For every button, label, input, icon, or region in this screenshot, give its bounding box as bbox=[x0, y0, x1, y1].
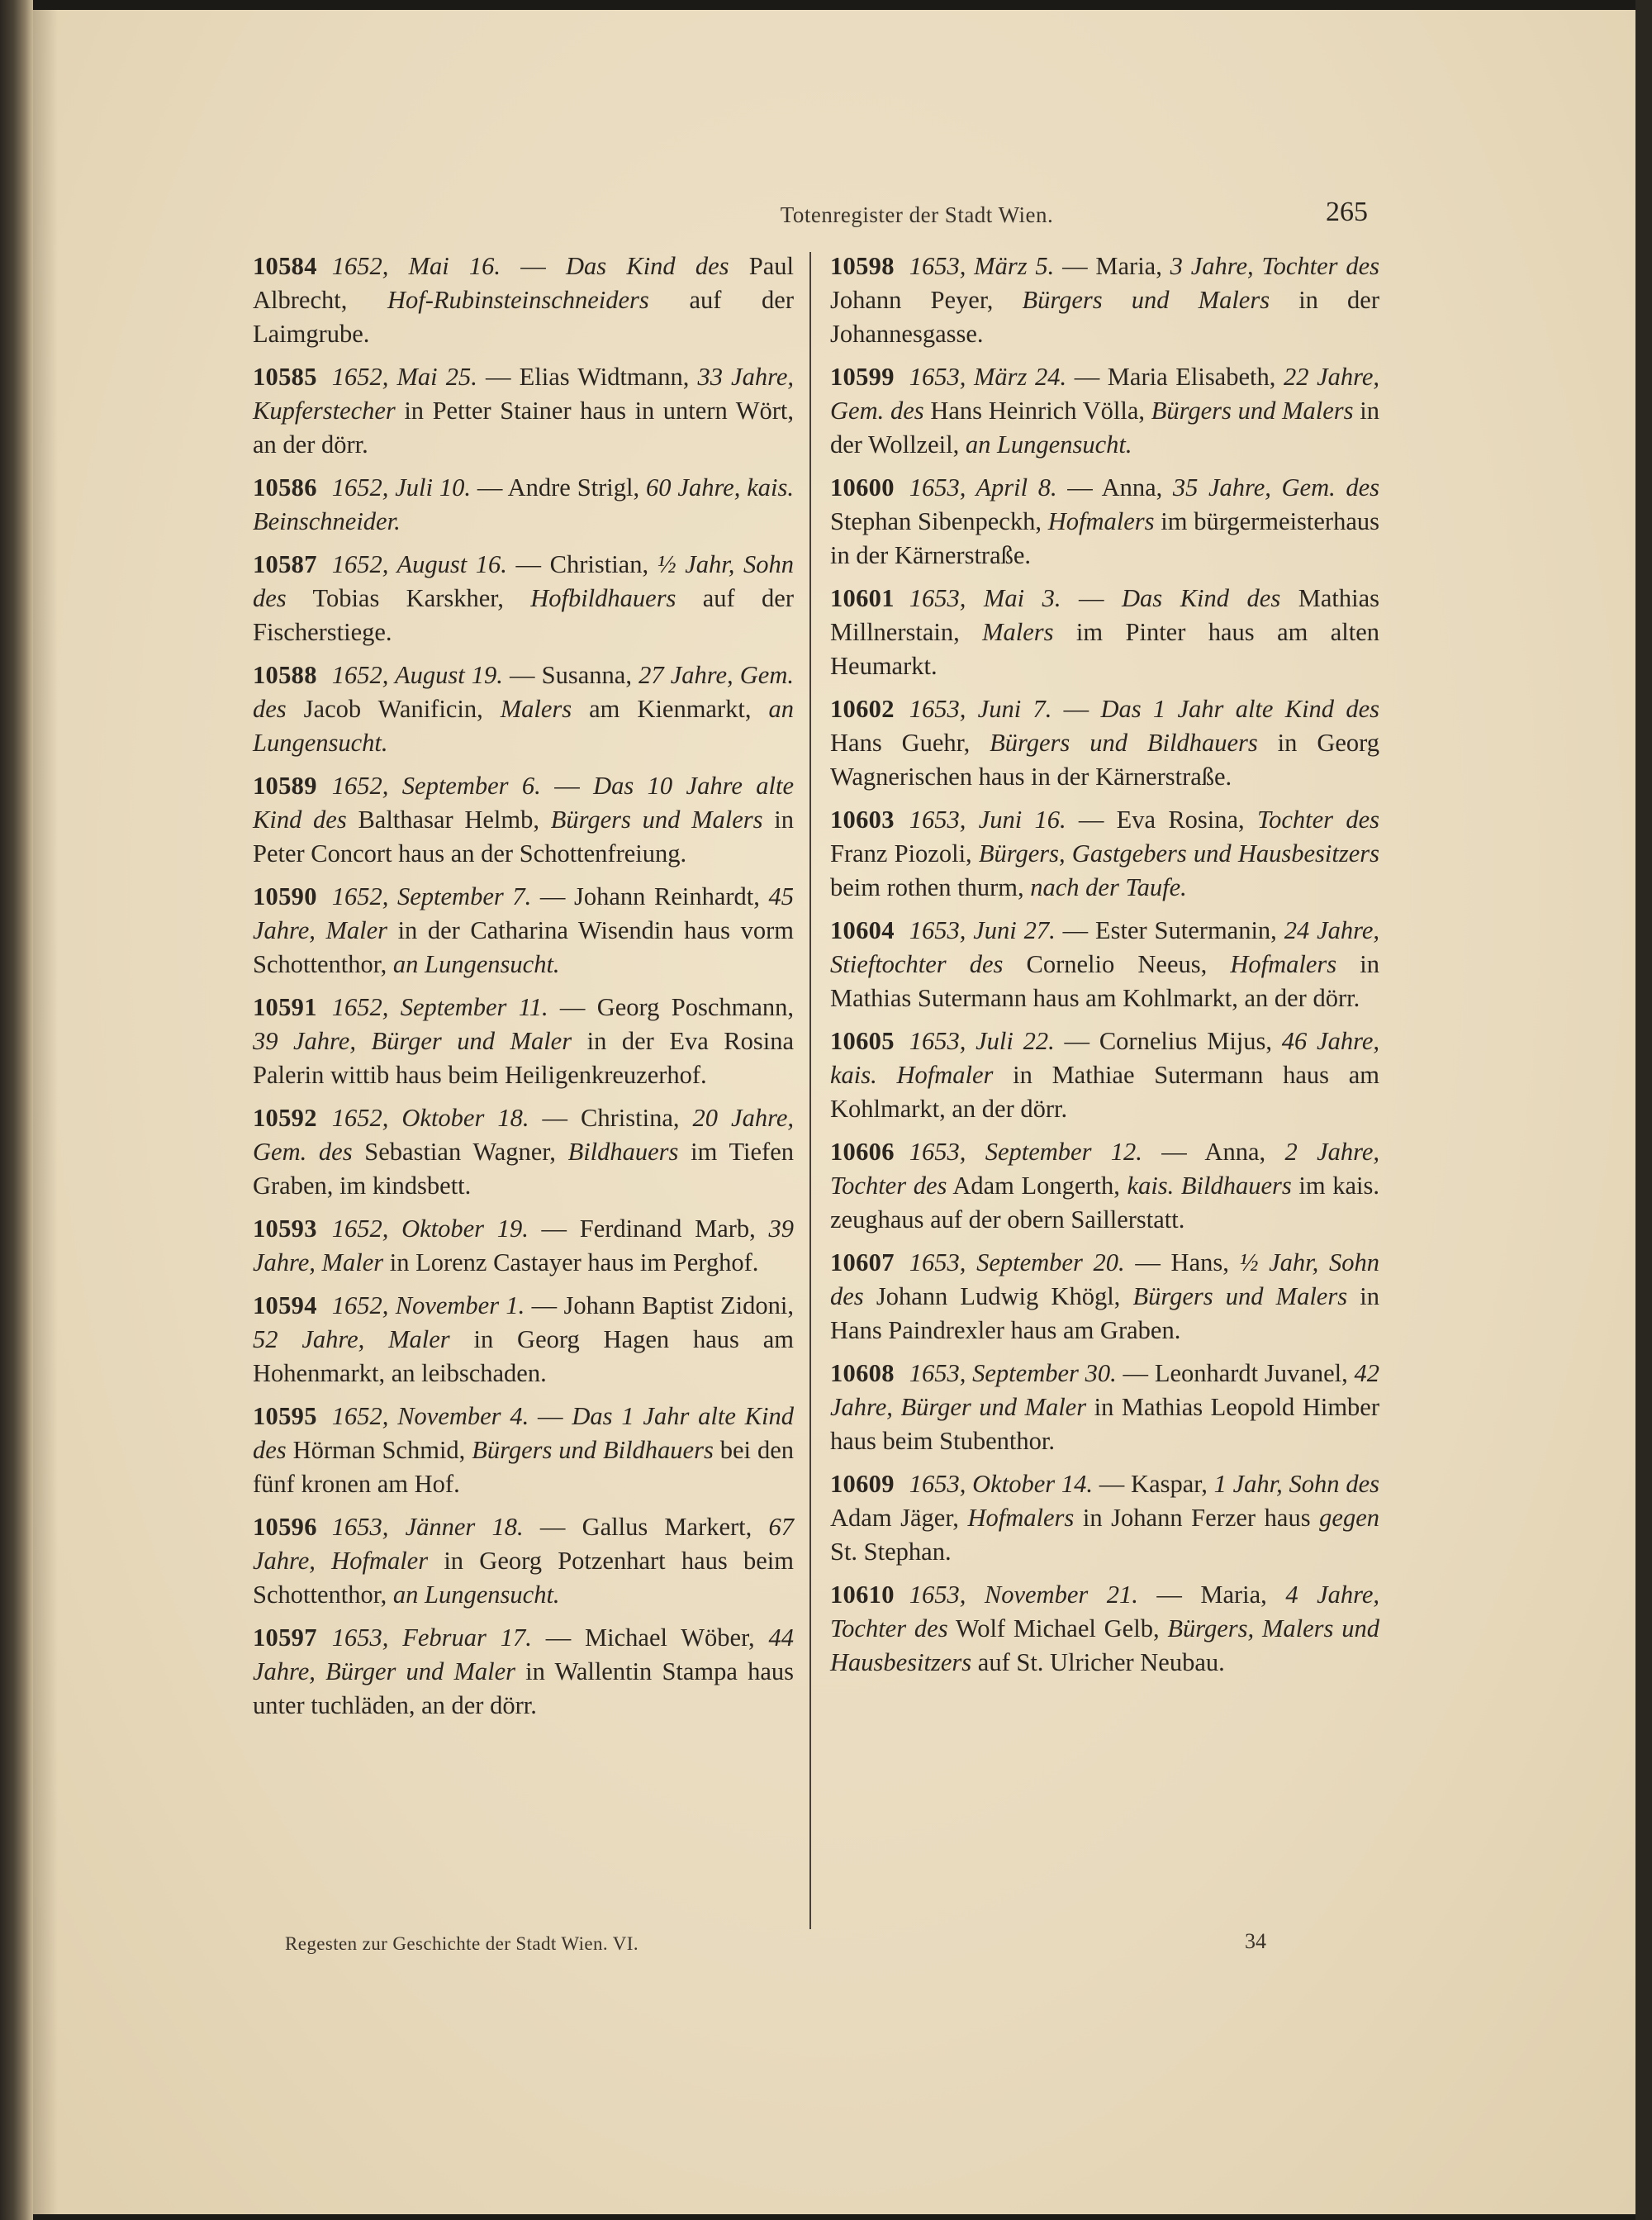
entry-text-italic: 45 Jahre, Maler bbox=[253, 882, 794, 944]
entry-text-italic: Das 10 Jahre alte Kind des bbox=[253, 772, 795, 834]
entry-number: 10605 bbox=[830, 1027, 895, 1055]
entry-text: Jacob Wanificin, bbox=[286, 695, 501, 723]
entry-text: in der Wollzeil, bbox=[830, 397, 1379, 459]
entry-text-italic: 42 Jahre, Bürger und Maler bbox=[830, 1359, 1379, 1421]
entry-text: in Mathias Leopold Himber haus beim Stubenthor. bbox=[830, 1393, 1380, 1455]
entry-text: Franz Piozoli, bbox=[830, 839, 979, 868]
entry-number: 10602 bbox=[830, 695, 895, 723]
entry-text-italic: 1652, August 16. bbox=[331, 550, 507, 578]
entry-text: Sebastian Wagner, bbox=[352, 1138, 568, 1166]
entry-text: — bbox=[1061, 584, 1123, 612]
entry-text-italic: 22 Jahre, Gem. des bbox=[830, 363, 1380, 425]
entry-text-italic: Malers bbox=[982, 618, 1054, 646]
entry-text: — Johann Baptist Zidoni, bbox=[525, 1291, 794, 1319]
register-entry bbox=[830, 1024, 1379, 1126]
entry-number: 10592 bbox=[253, 1104, 317, 1132]
entry-text-italic: 60 Jahre, kais. Beinschneider. bbox=[253, 473, 794, 535]
entry-number: 10593 bbox=[253, 1215, 317, 1243]
entry-text-italic: 46 Jahre, kais. Hofmaler bbox=[830, 1027, 1379, 1089]
entry-number: 10596 bbox=[253, 1513, 317, 1541]
entry-number: 10589 bbox=[253, 772, 317, 800]
entry-text-italic: 1652, August 19. bbox=[331, 661, 503, 689]
register-entry bbox=[830, 1578, 1379, 1680]
entry-text-italic: 27 Jahre, Gem. des bbox=[253, 661, 794, 723]
entry-text: — Eva Rosina, bbox=[1066, 806, 1257, 834]
entry-number: 10600 bbox=[830, 473, 895, 502]
entry-text: — bbox=[501, 252, 566, 280]
entry-text: bei den fünf kronen am Hof. bbox=[253, 1436, 794, 1498]
register-entry bbox=[253, 1621, 794, 1723]
entry-text: auf St. Ulricher Neubau. bbox=[971, 1648, 1225, 1676]
register-entry bbox=[253, 991, 794, 1092]
entry-text: — Maria, bbox=[1137, 1581, 1286, 1609]
register-entry bbox=[253, 1289, 794, 1390]
entry-text-italic: 39 Jahre, Maler bbox=[253, 1215, 794, 1276]
footer-series-title: Regesten zur Geschichte der Stadt Wien. VI. bbox=[285, 1933, 639, 1954]
register-entry bbox=[253, 548, 794, 649]
entry-number: 10606 bbox=[830, 1138, 895, 1166]
entry-text: — Michael Wöber, bbox=[531, 1623, 769, 1652]
entry-text: — bbox=[529, 1402, 572, 1430]
entry-text-italic: 1653, Juni 27. bbox=[909, 916, 1056, 944]
entry-text-italic: 52 Jahre, Maler bbox=[253, 1325, 450, 1353]
entry-text-italic: Tochter des bbox=[1256, 806, 1379, 834]
entry-text-italic: 1653, November 21. bbox=[909, 1581, 1138, 1609]
entry-text-italic: gegen bbox=[1319, 1504, 1379, 1532]
entry-text: — Anna, bbox=[1142, 1138, 1285, 1166]
register-entry bbox=[253, 1101, 794, 1203]
entry-text: in Mathias Sutermann haus am Kohlmarkt, an der dörr. bbox=[830, 950, 1379, 1012]
entry-text-italic: 1653, April 8. bbox=[909, 473, 1057, 502]
entry-text-italic: nach der Taufe. bbox=[1030, 873, 1187, 901]
entry-text-italic: 1653, Juni 16. bbox=[909, 806, 1066, 834]
entry-number: 10594 bbox=[253, 1291, 317, 1319]
entry-number: 10588 bbox=[253, 661, 317, 689]
entry-text: — Maria Elisabeth, bbox=[1066, 363, 1284, 391]
entry-text-italic: Hofbildhauers bbox=[530, 584, 676, 612]
entry-text-italic: 1653, Oktober 14. bbox=[909, 1470, 1093, 1498]
entry-text-italic: 1653, Mai 3. bbox=[909, 584, 1061, 612]
entry-text: — Leonhardt Juvanel, bbox=[1116, 1359, 1355, 1387]
entry-text-italic: Hofmalers bbox=[1230, 950, 1337, 978]
footer-signature: 34 bbox=[1245, 1929, 1266, 1953]
entry-text-italic: 4 Jahre, Tochter des bbox=[830, 1581, 1379, 1642]
entry-number: 10586 bbox=[253, 473, 317, 502]
entry-text: Johann Ludwig Khögl, bbox=[863, 1282, 1133, 1310]
entry-text: auf der Fischerstiege. bbox=[253, 584, 794, 646]
register-entry bbox=[253, 880, 794, 982]
register-entry bbox=[253, 658, 794, 760]
entry-text-italic: Malers bbox=[500, 695, 572, 723]
entry-number: 10604 bbox=[830, 916, 895, 944]
entry-text: — bbox=[1051, 695, 1101, 723]
entry-text-italic: 35 Jahre, Gem. des bbox=[1172, 473, 1379, 502]
entry-number: 10608 bbox=[830, 1359, 895, 1387]
entry-text-italic: 3 Jahre, Tochter des bbox=[1170, 252, 1379, 280]
entry-text-italic: 1653, September 30. bbox=[909, 1359, 1117, 1387]
register-entry bbox=[253, 250, 794, 351]
entry-text-italic: Bürgers und Malers bbox=[1151, 397, 1354, 425]
entry-text-italic: Bürgers und Malers bbox=[1132, 1282, 1348, 1310]
entry-text-italic: 1652, November 4. bbox=[331, 1402, 529, 1430]
entry-text: in Peter Concort haus an der Schottenfreiung. bbox=[253, 806, 794, 868]
entry-number: 10598 bbox=[830, 252, 895, 280]
entry-text: — Andre Strigl, bbox=[471, 473, 647, 502]
entry-text-italic: 1652, Oktober 18. bbox=[331, 1104, 529, 1132]
entry-text: — Johann Reinhardt, bbox=[531, 882, 769, 910]
entry-text: Balthasar Helmb, bbox=[346, 806, 551, 834]
entry-text: in der Catharina Wisendin haus vorm Schottenthor, bbox=[253, 916, 794, 978]
entry-text: Adam Longerth, bbox=[947, 1172, 1127, 1200]
entry-text: in Hans Paindrexler haus am Graben. bbox=[830, 1282, 1379, 1344]
entry-text: am Kienmarkt, bbox=[572, 695, 769, 723]
entry-text-italic: 1653, September 20. bbox=[909, 1248, 1125, 1276]
entry-text-italic: Hofmalers bbox=[1047, 507, 1155, 535]
entry-text-italic: Bürgers und Bildhauers bbox=[990, 729, 1258, 757]
entry-text: — Maria, bbox=[1054, 252, 1170, 280]
entry-text: — Christian, bbox=[506, 550, 657, 578]
entry-text: auf der Laimgrube. bbox=[253, 286, 794, 348]
entry-text-italic: 1652, Juli 10. bbox=[331, 473, 472, 502]
entry-text-italic: Bürgers und Malers bbox=[1022, 286, 1270, 314]
entry-text-italic: 44 Jahre, Bürger und Maler bbox=[253, 1623, 794, 1685]
entry-text: im Tiefen Graben, im kindsbett. bbox=[253, 1138, 795, 1200]
entry-text: im Pinter haus am alten Heumarkt. bbox=[830, 618, 1379, 680]
book-spine-shadow bbox=[0, 0, 33, 2220]
entry-text: Mathias Millnerstain, bbox=[830, 584, 1379, 646]
register-entry bbox=[830, 1467, 1379, 1569]
entry-text-italic: 1653, September 12. bbox=[909, 1138, 1142, 1166]
entry-text-italic: ½ Jahr, Sohn des bbox=[253, 550, 794, 612]
entry-text-italic: Hofmalers bbox=[967, 1504, 1075, 1532]
register-entry bbox=[253, 769, 794, 871]
entry-text-italic: 1 Jahr, Sohn des bbox=[1213, 1470, 1379, 1498]
entry-text: — Cornelius Mijus, bbox=[1054, 1027, 1282, 1055]
entry-number: 10585 bbox=[253, 363, 317, 391]
entry-text: — Susanna, bbox=[502, 661, 639, 689]
entry-text: Paul Albrecht, bbox=[253, 252, 795, 314]
right-column bbox=[830, 250, 1379, 1689]
entry-text: — Anna, bbox=[1056, 473, 1173, 502]
register-entry bbox=[253, 1212, 794, 1280]
entry-number: 10584 bbox=[253, 252, 317, 280]
register-entry bbox=[253, 471, 794, 539]
entry-text: Stephan Sibenpeckh, bbox=[830, 507, 1048, 535]
entry-text-italic: 1652, Mai 25. bbox=[331, 363, 477, 391]
entry-text: — bbox=[540, 772, 594, 800]
register-entry bbox=[830, 471, 1379, 573]
entry-text-italic: Das Kind des bbox=[566, 252, 729, 280]
entry-text: — Elias Widtmann, bbox=[477, 363, 698, 391]
entry-number: 10601 bbox=[830, 584, 895, 612]
entry-text-italic: 33 Jahre, Kupferstecher bbox=[253, 363, 794, 425]
entry-number: 10597 bbox=[253, 1623, 317, 1652]
entry-text-italic: 1652, Oktober 19. bbox=[331, 1215, 529, 1243]
entry-text: in Johann Ferzer haus bbox=[1074, 1504, 1320, 1532]
entry-number: 10609 bbox=[830, 1470, 895, 1498]
entry-text: in Lorenz Castayer haus im Perghof. bbox=[383, 1248, 759, 1276]
entry-text: Hörman Schmid, bbox=[286, 1436, 472, 1464]
register-entry bbox=[253, 1400, 794, 1501]
left-column bbox=[253, 250, 794, 1732]
register-entry bbox=[830, 1135, 1379, 1237]
entry-text-italic: 39 Jahre, Bürger und Maler bbox=[253, 1027, 572, 1055]
entry-text-italic: kais. Bildhauers bbox=[1127, 1172, 1292, 1200]
entry-text-italic: 1653, März 5. bbox=[909, 252, 1055, 280]
entry-number: 10587 bbox=[253, 550, 317, 578]
entry-text-italic: 1653, Juni 7. bbox=[909, 695, 1052, 723]
entry-text: in Petter Stainer haus in untern Wört, an der dörr. bbox=[253, 397, 794, 459]
entry-text: — Hans, bbox=[1124, 1248, 1240, 1276]
entry-text: im bürgermeisterhaus in der Kärnerstraße. bbox=[830, 507, 1379, 569]
entry-text-italic: Bürgers und Bildhauers bbox=[472, 1436, 714, 1464]
entry-text-italic: 1652, September 6. bbox=[331, 772, 541, 800]
entry-text: Hans Heinrich Völla, bbox=[923, 397, 1151, 425]
entry-text: Wolf Michael Gelb, bbox=[947, 1614, 1168, 1642]
register-entry bbox=[830, 914, 1379, 1015]
entry-text: in Mathiae Sutermann haus am Kohlmarkt, an der dörr. bbox=[830, 1061, 1379, 1123]
entry-text-italic: Bürgers und Malers bbox=[550, 806, 763, 834]
entry-text-italic: 1652, September 11. bbox=[331, 993, 548, 1021]
entry-text: St. Stephan. bbox=[830, 1538, 952, 1566]
entry-text-italic: an Lungensucht. bbox=[392, 1581, 560, 1609]
entry-text-italic: 1653, Juli 22. bbox=[909, 1027, 1055, 1055]
register-entry bbox=[830, 1357, 1379, 1458]
register-entry bbox=[253, 360, 794, 462]
entry-text: Cornelio Neeus, bbox=[1003, 950, 1231, 978]
entry-text-italic: 1653, Jänner 18. bbox=[331, 1513, 524, 1541]
entry-text: — Ferdinand Marb, bbox=[528, 1215, 769, 1243]
entry-text: Johann Peyer, bbox=[830, 286, 1023, 314]
entry-text-italic: 20 Jahre, Gem. des bbox=[253, 1104, 794, 1166]
entry-text: — Ester Sutermanin, bbox=[1055, 916, 1284, 944]
entry-text-italic: an Lungensucht. bbox=[253, 695, 794, 757]
entry-number: 10591 bbox=[253, 993, 317, 1021]
page-number: 265 bbox=[1326, 197, 1368, 227]
entry-text: Adam Jäger, bbox=[830, 1504, 968, 1532]
entry-number: 10603 bbox=[830, 806, 895, 834]
page-edge bbox=[1635, 0, 1652, 2220]
entry-text: im kais. zeughaus auf der obern Saillerstatt. bbox=[830, 1172, 1379, 1234]
entry-text: — Kaspar, bbox=[1093, 1470, 1214, 1498]
entry-number: 10607 bbox=[830, 1248, 895, 1276]
entry-text-italic: 24 Jahre, Stieftochter des bbox=[830, 916, 1379, 978]
register-entry bbox=[830, 582, 1379, 683]
entry-text-italic: an Lungensucht. bbox=[965, 430, 1132, 459]
entry-text: Tobias Karskher, bbox=[286, 584, 531, 612]
entry-text-italic: Bürgers, Gastgebers und Hausbesitzers bbox=[978, 839, 1379, 868]
running-head: Totenregister der Stadt Wien. bbox=[780, 202, 1054, 227]
entry-number: 10610 bbox=[830, 1581, 895, 1609]
entry-text: — Gallus Markert, bbox=[523, 1513, 769, 1541]
entry-text: — Christina, bbox=[529, 1104, 693, 1132]
entry-text-italic: Das Kind des bbox=[1122, 584, 1281, 612]
entry-text-italic: 1653, Februar 17. bbox=[331, 1623, 532, 1652]
entry-text-italic: an Lungensucht. bbox=[392, 950, 560, 978]
entry-text-italic: Das 1 Jahr alte Kind des bbox=[1100, 695, 1380, 723]
entry-text: beim rothen thurm, bbox=[830, 873, 1031, 901]
register-entry bbox=[253, 1510, 794, 1612]
entry-text-italic: 1652, November 1. bbox=[331, 1291, 525, 1319]
register-entry bbox=[830, 692, 1379, 794]
entry-text: in Georg Potzenhart haus beim Schottenthor, bbox=[253, 1547, 794, 1609]
register-entry bbox=[830, 803, 1379, 905]
entry-number: 10595 bbox=[253, 1402, 317, 1430]
entry-text: in Wallentin Stampa haus unter tuchläden, an der dörr. bbox=[253, 1657, 794, 1719]
entry-text-italic: Bildhauers bbox=[567, 1138, 679, 1166]
entry-text: in der Johannesgasse. bbox=[830, 286, 1379, 348]
register-entry bbox=[830, 1246, 1379, 1348]
entry-text-italic: Hof-Rubinsteinschneiders bbox=[387, 286, 649, 314]
entry-text-italic: 1652, Mai 16. bbox=[331, 252, 501, 280]
entry-text-italic: 1652, September 7. bbox=[331, 882, 532, 910]
entry-text-italic: 67 Jahre, Hofmaler bbox=[253, 1513, 794, 1575]
entry-text: in der Eva Rosina Palerin wittib haus beim Heiligenkreuzerhof. bbox=[253, 1027, 794, 1089]
entry-text: Hans Guehr, bbox=[830, 729, 990, 757]
entry-text: in Georg Hagen haus am Hohenmarkt, an leibschaden. bbox=[253, 1325, 794, 1387]
entry-text-italic: Das 1 Jahr alte Kind des bbox=[253, 1402, 794, 1464]
entry-text-italic: 2 Jahre, Tochter des bbox=[830, 1138, 1379, 1200]
register-entry bbox=[830, 360, 1379, 462]
entry-text: — Georg Poschmann, bbox=[548, 993, 794, 1021]
column-divider bbox=[809, 252, 811, 1929]
entry-number: 10590 bbox=[253, 882, 317, 910]
entry-text: in Georg Wagnerischen haus in der Kärnerstraße. bbox=[830, 729, 1379, 791]
entry-text-italic: Bürgers, Malers und Hausbesitzers bbox=[830, 1614, 1379, 1676]
entry-number: 10599 bbox=[830, 363, 895, 391]
entry-text-italic: ½ Jahr, Sohn des bbox=[830, 1248, 1379, 1310]
register-entry bbox=[830, 250, 1379, 351]
entry-text-italic: 1653, März 24. bbox=[909, 363, 1067, 391]
